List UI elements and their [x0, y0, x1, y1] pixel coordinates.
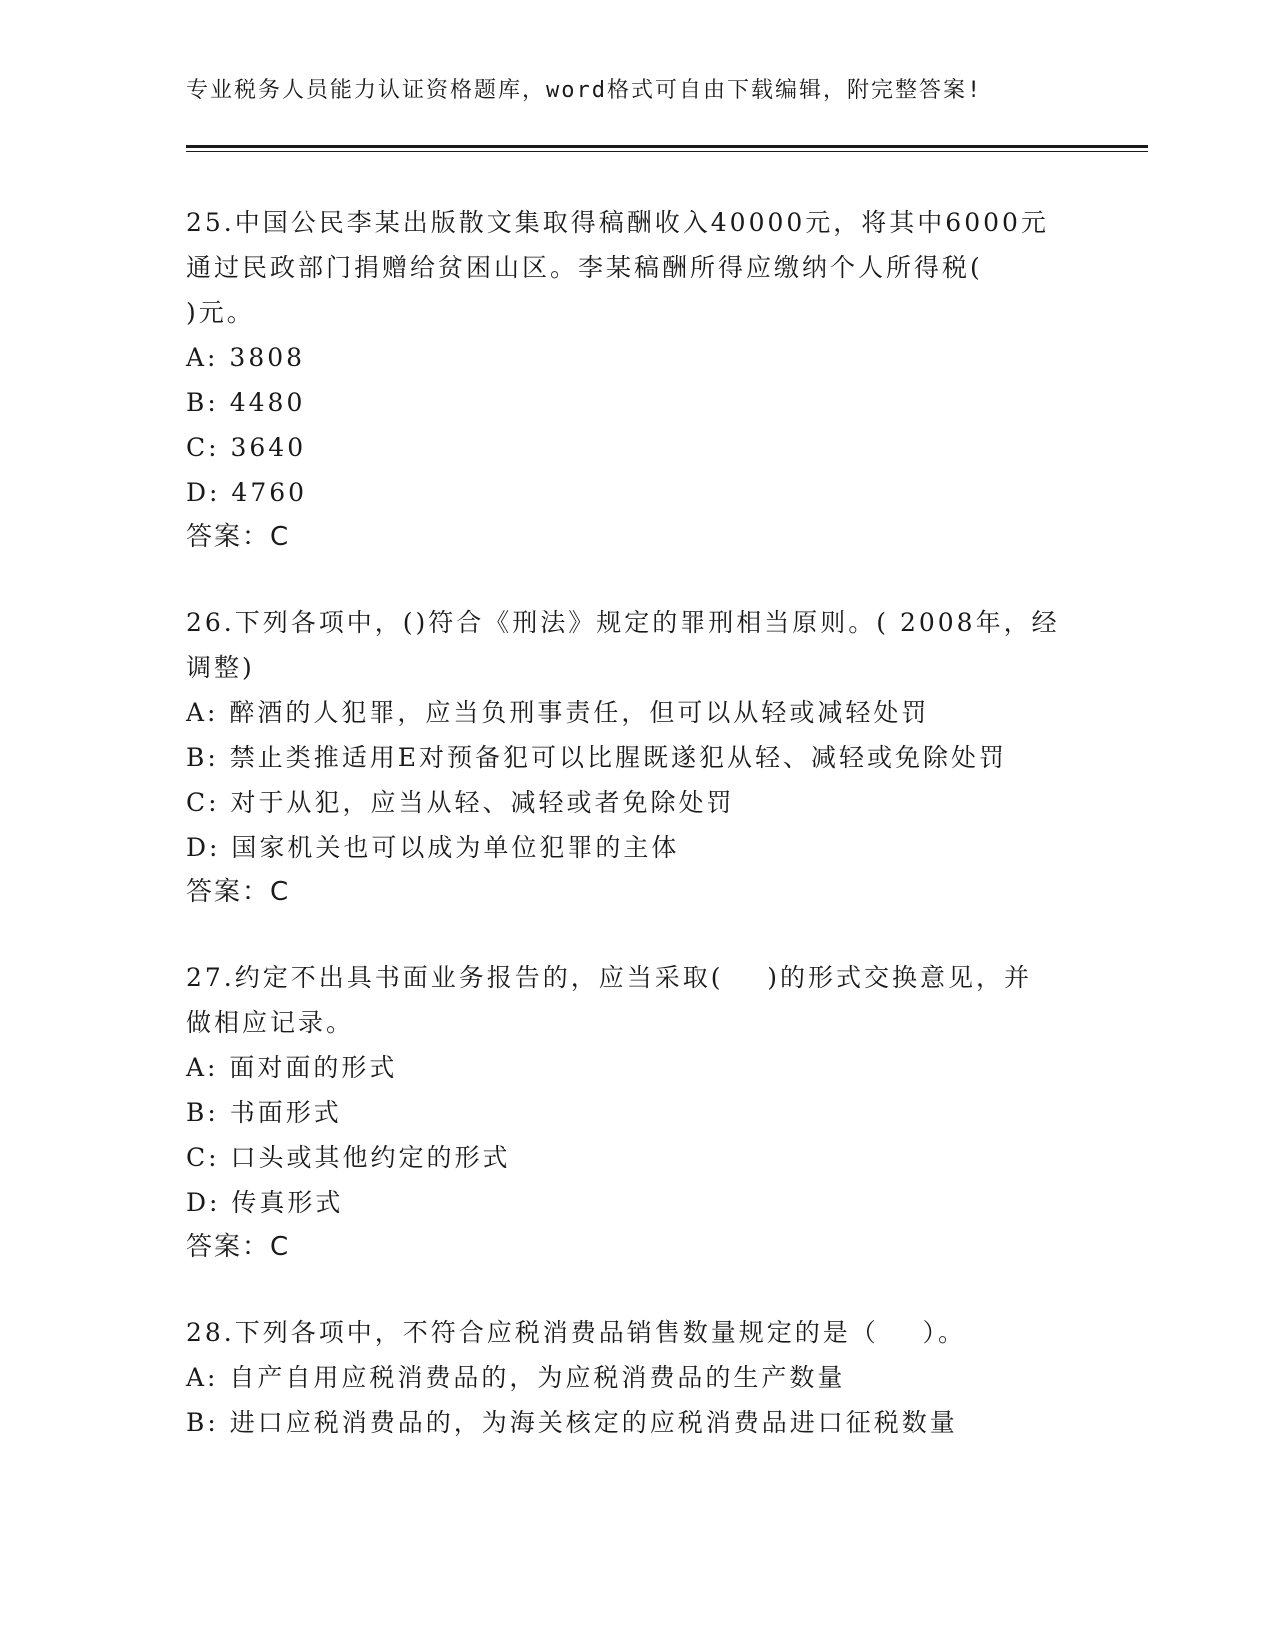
option-a: A: 3808 [186, 343, 306, 372]
option-d: D: 国家机关也可以成为单位犯罪的主体 [186, 833, 680, 862]
option-c: C: 口头或其他约定的形式 [186, 1143, 511, 1172]
header-rule-thick [186, 145, 1148, 148]
option-a: A: 醉酒的人犯罪，应当负刑事责任，但可以从轻或减轻处罚 [186, 698, 930, 727]
option-a: A: 自产自用应税消费品的，为应税消费品的生产数量 [186, 1363, 846, 1392]
question-26 [186, 600, 1086, 915]
question-stem-line: 27.约定不出具书面业务报告的，应当采取( )的形式交换意见，并 [186, 963, 1033, 992]
question-28 [186, 1310, 1086, 1445]
option-a: A: 面对面的形式 [186, 1053, 398, 1082]
question-list [186, 200, 1086, 1485]
question-stem-line: 做相应记录。 [186, 1008, 355, 1037]
option-c: C: 3640 [186, 433, 307, 462]
header-rule-thin [186, 151, 1148, 152]
question-stem-line: 25.中国公民李某出版散文集取得稿酬收入40000元，将其中6000元 [186, 208, 1049, 237]
question-stem-line: )元。 [186, 298, 255, 327]
option-b: B: 进口应税消费品的，为海关核定的应税消费品进口征税数量 [186, 1408, 958, 1437]
question-27 [186, 955, 1086, 1270]
answer-line: 答案：C [186, 522, 291, 552]
question-stem-line: 调整) [186, 653, 255, 682]
option-c: C: 对于从犯，应当从轻、减轻或者免除处罚 [186, 788, 735, 817]
answer-line: 答案：C [186, 877, 291, 907]
question-stem-line: 28.下列各项中，不符合应税消费品销售数量规定的是（ ）。 [186, 1318, 967, 1347]
option-b: B: 禁止类推适用E对预备犯可以比腥既遂犯从轻、减轻或免除处罚 [186, 743, 1007, 772]
option-d: D: 4760 [186, 478, 308, 507]
question-stem-line: 26.下列各项中，()符合《刑法》规定的罪刑相当原则。( 2008年，经 [186, 608, 1060, 637]
question-25 [186, 200, 1086, 560]
option-b: B: 4480 [186, 388, 306, 417]
option-b: B: 书面形式 [186, 1098, 342, 1127]
answer-line: 答案：C [186, 1232, 291, 1262]
option-d: D: 传真形式 [186, 1188, 344, 1217]
question-stem-line: 通过民政部门捐赠给贫困山区。李某稿酬所得应缴纳个人所得税( [186, 253, 983, 282]
page-header: 专业税务人员能力认证资格题库，word格式可自由下载编辑，附完整答案! [186, 78, 983, 103]
